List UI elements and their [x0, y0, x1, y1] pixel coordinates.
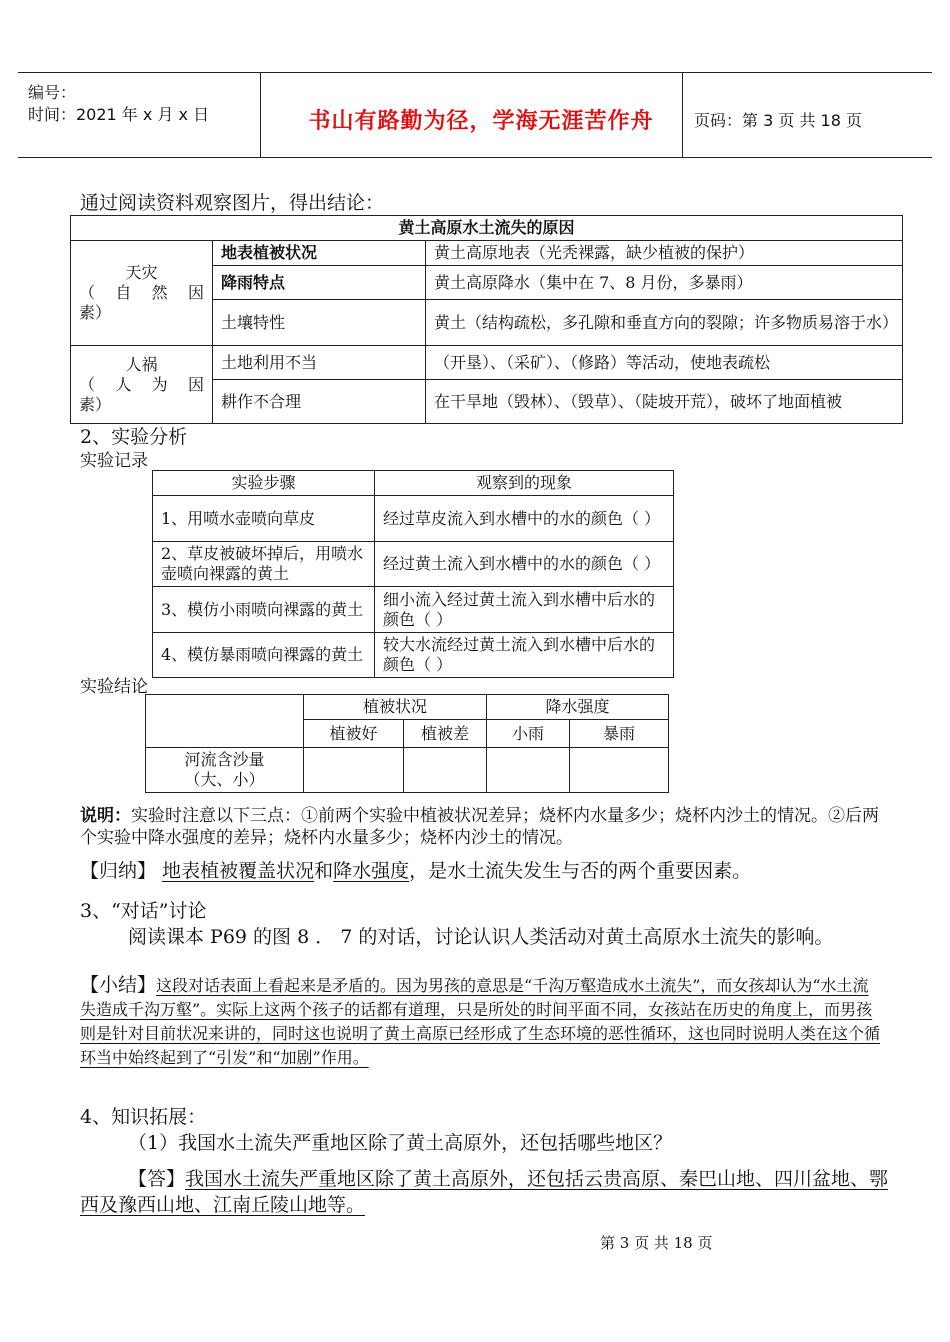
note-label: 说明： [80, 806, 131, 826]
section4-answer [80, 1166, 895, 1218]
group-vegetation: 植被状况 [304, 695, 487, 720]
human-cause-label: 人祸 （ 人 为 因 素） [71, 346, 213, 424]
header-motto: 书山有路勤为径，学海无涯苦作舟 [308, 109, 654, 134]
answer-cell[interactable] [570, 748, 669, 793]
sub-header: 植被好 [304, 720, 404, 748]
header-divider [260, 73, 261, 157]
sub-header: 小雨 [487, 720, 570, 748]
group-rainfall: 降水强度 [487, 695, 669, 720]
sediment-row-label: 河流含沙量 （大、小） [146, 748, 304, 793]
record-observation: 细小流入经过黄土流入到水槽中后水的颜色（ ） [375, 587, 674, 633]
page-footer: 第 3 页 共 18 页 [600, 1234, 713, 1252]
summary-line [80, 858, 900, 884]
answer-cell[interactable] [487, 748, 570, 793]
record-header-observation: 观察到的现象 [375, 471, 674, 496]
summary-text: 这段对话表面上看起来是矛盾的。因为男孩的意思是“千沟万壑造成水土流失”，而女孩却认为“水土流失造成千沟万壑”。实际上这两个孩子的话都有道理，只是所处的时间平面不同，女孩站在历史的角度上，而男孩则是针对目前状况来讲的，同时这也说明了黄土高原已经形成了生态环境的恶性循环，这也同时说明人类在这个循环当中始终起到了“引发”和“加剧”作用。 [80, 976, 881, 1067]
section4-heading: 4、知识拓展： [80, 1106, 207, 1128]
section3-prompt: 阅读课本 P69 的图 8 ． 7 的对话，讨论认识人类活动对黄土高原水土流失的影响。 [128, 926, 834, 948]
factor-cell: 降雨特点 [213, 266, 426, 300]
factor-cell: 地表植被状况 [213, 241, 426, 266]
summary-and: 和 [314, 860, 334, 882]
answer-cell[interactable] [304, 748, 404, 793]
summary-rest: ，是水土流失发生与否的两个重要因素。 [409, 860, 752, 882]
factor-desc: 在干旱地（毁林）、（毁草）、（陡坡开荒），破坏了地面植被 [426, 380, 903, 424]
record-step: 2、草皮被破坏掉后，用喷水壶喷向裸露的黄土 [153, 542, 375, 587]
causes-table [70, 215, 903, 424]
record-observation: 经过草皮流入到水槽中的水的颜色（ ） [375, 496, 674, 542]
section3-heading: 3、“对话”讨论 [80, 900, 207, 922]
record-step: 3、模仿小雨喷向裸露的黄土 [153, 587, 375, 633]
summary-fill-2: 降水强度 [333, 860, 410, 882]
answer-cell[interactable] [404, 748, 487, 793]
factor-desc: 黄土高原地表（光秃裸露，缺少植被的保护） [426, 241, 903, 266]
answer-label: 【答】 [128, 1168, 186, 1190]
intro-text: 通过阅读资料观察图片，得出结论： [80, 192, 385, 214]
conclusion-label: 实验结论 [80, 677, 148, 697]
sub-header: 植被差 [404, 720, 487, 748]
causes-table-title: 黄土高原水土流失的原因 [71, 216, 903, 241]
factor-desc: 黄土高原降水（集中在 7、8 月份，多暴雨） [426, 266, 903, 300]
factor-desc: 黄土（结构疏松，多孔隙和垂直方向的裂隙；许多物质易溶于水） [426, 300, 903, 346]
conclusion-table [145, 694, 669, 793]
factor-cell: 土地利用不当 [213, 346, 426, 380]
record-label: 实验记录 [80, 451, 148, 471]
factor-cell: 耕作不合理 [213, 380, 426, 424]
natural-cause-label: 天灾 （ 自 然 因 素） [71, 241, 213, 346]
summary-fill-1: 地表植被覆盖状况 [162, 860, 315, 882]
section2-heading: 2、实验分析 [80, 426, 188, 448]
header-info [28, 82, 209, 126]
factor-cell: 土壤特性 [213, 300, 426, 346]
summary-label: 【归纳】 [80, 860, 157, 882]
time-label: 时间：2021 年 x 月 x 日 [28, 105, 210, 124]
answer-text: 我国水土流失严重地区除了黄土高原外，还包括云贵高原、秦巴山地、四川盆地、鄂西及豫西山地、江南丘陵山地等。 [80, 1168, 889, 1216]
record-step: 1、用喷水壶喷向草皮 [153, 496, 375, 542]
record-table [152, 470, 674, 678]
section3-summary [80, 972, 880, 1070]
note-paragraph [80, 805, 880, 849]
record-header-step: 实验步骤 [153, 471, 375, 496]
factor-desc: （开垦）、（采矿）、（修路）等活动，使地表疏松 [426, 346, 903, 380]
note-text: 实验时注意以下三点：①前两个实验中植被状况差异；烧杯内水量多少；烧杯内沙土的情况。②后两个实验中降水强度的差异；烧杯内水量多少；烧杯内沙土的情况。 [80, 806, 879, 848]
conclusion-corner [146, 695, 304, 748]
record-step: 4、模仿暴雨喷向裸露的黄土 [153, 633, 375, 678]
record-observation: 经过黄土流入到水槽中的水的颜色（ ） [375, 542, 674, 587]
header-page-number: 页码：第 3 页 共 18 页 [694, 111, 862, 130]
sub-header: 暴雨 [570, 720, 669, 748]
summary-label: 【小结】 [80, 974, 157, 996]
record-observation: 较大水流经过黄土流入到水槽中后水的颜色（ ） [375, 633, 674, 678]
number-label: 编号： [28, 83, 77, 102]
section4-question: （1）我国水土流失严重地区除了黄土高原外，还包括哪些地区？ [128, 1132, 673, 1154]
